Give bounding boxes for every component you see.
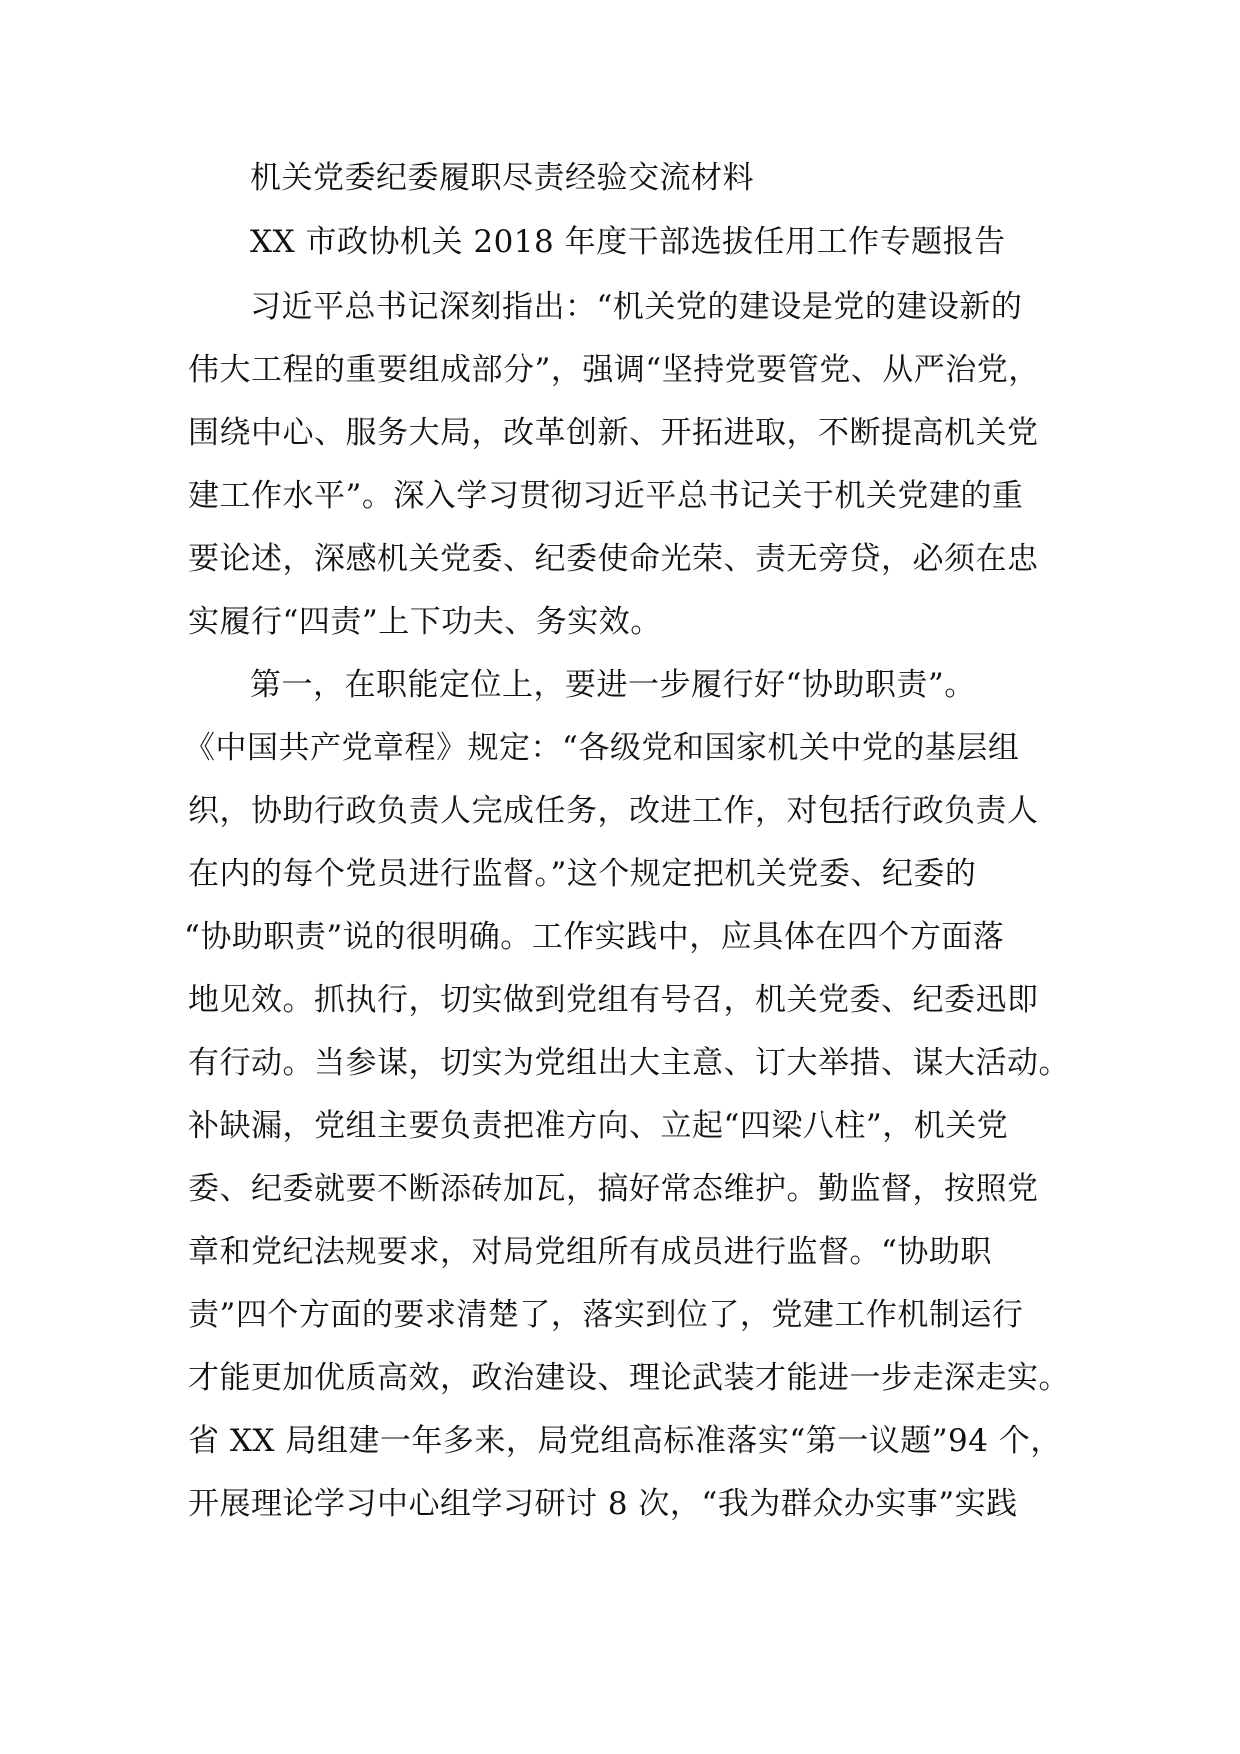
paragraph-line: 才能更加优质高效，政治建设、理论武装才能进一步走深走实。 [188,1360,1070,1396]
paragraph-line: 要论述，深感机关党委、纪委使命光荣、责无旁贷，必须在忠 [188,541,1039,577]
paragraph-line: 伟大工程的重要组成部分”，强调“坚持党要管党、从严治党， [188,352,1040,388]
paragraph-line: 补缺漏，党组主要负责把准方向、立起“四梁八柱”，机关党 [188,1108,1009,1144]
paragraph-line: 地见效。抓执行，切实做到党组有号召，机关党委、纪委迅即 [188,982,1039,1018]
paragraph-line: 《中国共产党章程》规定：“各级党和国家机关中党的基层组 [184,730,1020,766]
paragraph-line: 在内的每个党员进行监督。”这个规定把机关党委、纪委的 [188,856,977,892]
document-title: 机关党委纪委履职尽责经验交流材料 [250,160,754,196]
paragraph-line: 围绕中心、服务大局，改革创新、开拓进取，不断提高机关党 [188,415,1039,451]
paragraph-line: 章和党纪法规要求，对局党组所有成员进行监督。“协助职 [188,1234,992,1270]
paragraph-line: 责”四个方面的要求清楚了，落实到位了，党建工作机制运行 [188,1297,1024,1333]
paragraph-line: 委、纪委就要不断添砖加瓦，搞好常态维护。勤监督，按照党 [188,1171,1039,1207]
paragraph-line: 有行动。当参谋，切实为党组出大主意、订大举措、谋大活动。 [188,1045,1070,1081]
paragraph-line: 开展理论学习中心组学习研讨 8 次，“我为群众办实事”实践 [188,1486,1018,1522]
paragraph-line: 省 XX 局组建一年多来，局党组高标准落实“第一议题”94 个， [188,1423,1062,1459]
paragraph-line: 实履行“四责”上下功夫、务实效。 [188,604,662,640]
document-subtitle: XX 市政协机关 2018 年度干部选拔任用工作专题报告 [250,224,1006,260]
paragraph-line: “协助职责”说的很明确。工作实践中，应具体在四个方面落 [184,919,1005,955]
paragraph-line: 第一，在职能定位上，要进一步履行好“协助职责”。 [250,667,976,703]
paragraph-line: 建工作水平”。深入学习贯彻习近平总书记关于机关党建的重 [188,478,1024,514]
paragraph-line: 织，协助行政负责人完成任务，改进工作，对包括行政负责人 [188,793,1039,829]
paragraph-line: 习近平总书记深刻指出：“机关党的建设是党的建设新的 [250,289,1023,325]
